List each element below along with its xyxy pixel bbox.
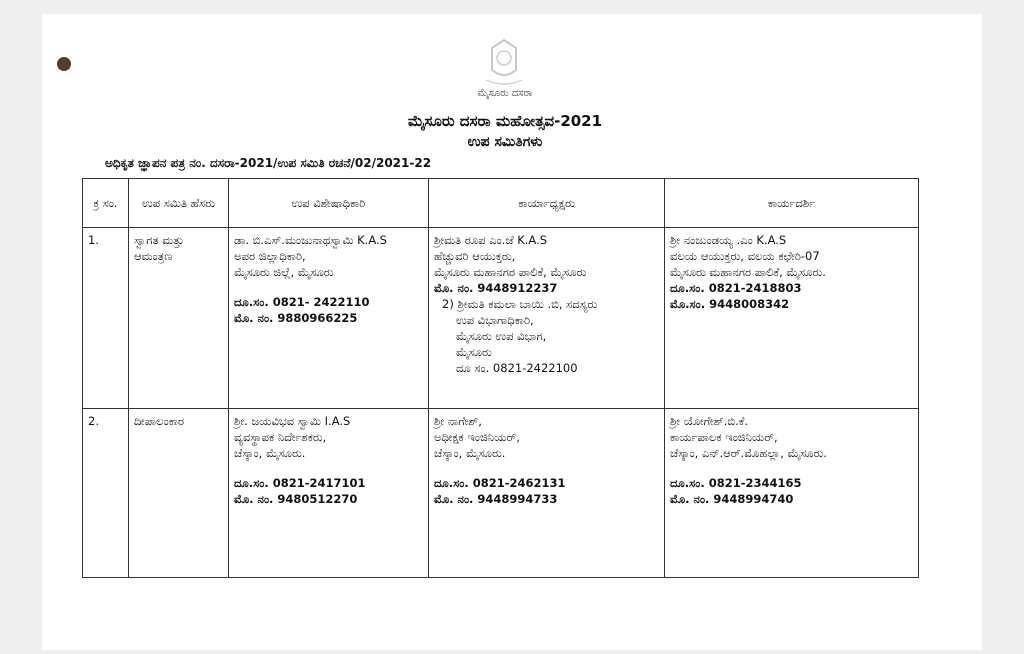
chair-name: ಶ್ರೀಮತಿ ರೂಪ ಎಂ.ಜೆ K.A.S — [434, 233, 548, 247]
page-subtitle: ಉಪ ಸಮಿತಿಗಳು — [467, 134, 543, 150]
secretary-designation: ವಲಯ ಆಯುಕ್ತರು, ವಲಯ ಕಛೇರಿ-07 — [670, 249, 820, 263]
column-header-chair: ಕಾರ್ಯಾಧ್ಯಕ್ಷರು — [429, 179, 665, 228]
secretary-designation: ಕಾರ್ಯಪಾಲಕ ಇಂಜಿನಿಯರ್, — [670, 430, 778, 444]
officer-designation: ಅಪರ ಜಿಲ್ಲಾಧಿಕಾರಿ, — [234, 249, 306, 263]
secretary-location: ಮೈಸೂರು ಮಹಾನಗರ ಪಾಲಿಕೆ, ಮೈಸೂರು. — [670, 265, 826, 279]
officer-name: ಶ್ರೀ. ಜಯವಿಭವ ಸ್ವಾಮಿ I.A.S — [234, 414, 351, 428]
secretary-phone: ದೂ.ಸಂ. 0821-2418803 — [670, 281, 802, 295]
member-name: 2) ಶ್ರೀಮತಿ ಕಮಲಾ ಬಾಯಿ .ಬಿ, ಸದಸ್ಯರು — [442, 297, 598, 311]
punch-hole — [57, 57, 71, 71]
committee-table — [82, 178, 919, 578]
officer-designation: ವ್ಯವಸ್ಥಾಪಕ ನಿರ್ದೇಶಕರು, — [234, 430, 327, 444]
committee-name — [129, 409, 229, 578]
row-number-text: 2. — [88, 414, 99, 428]
chair-location: ಚೆಸ್ಕಾಂ, ಮೈಸೂರು. — [434, 446, 506, 460]
chair-location: ಮೈಸೂರು ಮಹಾನಗರ ಪಾಲಿಕೆ, ಮೈಸೂರು — [434, 265, 587, 279]
page-title: ಮೈಸೂರು ದಸರಾ ಮಹೋತ್ಸವ-2021 — [407, 112, 603, 130]
chair-mobile: ಮೊ. ನಂ. 9448912237 — [434, 281, 558, 295]
column-header-committee: ಉಪ ಸಮಿತಿ ಹೆಸರು — [129, 179, 229, 228]
chair-designation: ಹೆಚ್ಚುವರಿ ಆಯುಕ್ತರು, — [434, 249, 516, 263]
member-phone: ದೂ ಸಂ. 0821-2422100 — [456, 361, 578, 375]
row-number — [83, 409, 129, 578]
secretary-name: ಶ್ರೀ ಯೋಗೇಶ್.ಬಿ.ಕೆ. — [670, 414, 749, 428]
member-location: ಮೈಸೂರು — [456, 345, 492, 359]
secretary-cell — [665, 228, 919, 409]
secretary-mobile: ಮೊ. ನಂ. 9448994740 — [670, 492, 794, 506]
committee-name-line: ಆಮಂತ್ರಣ — [134, 249, 173, 263]
chair-cell — [429, 228, 665, 409]
committee-name — [129, 228, 229, 409]
secretary-phone: ದೂ.ಸಂ. 0821-2344165 — [670, 476, 802, 490]
reference-line: ಅಧಿಕೃತ ಜ್ಞಾಪನ ಪತ್ರ ನಂ. ದಸರಾ-2021/ಉಪ ಸಮಿತಿ ರಚನೆ/02/2021-22 — [105, 156, 432, 170]
chair-cell — [429, 409, 665, 578]
committee-name-line: ಸ್ವಾಗತ ಮತ್ತು — [134, 233, 184, 247]
officer-mobile: ಮೊ. ನಂ. 9480512270 — [234, 492, 358, 506]
officer-phone: ದೂ.ಸಂ. 0821- 2422110 — [234, 295, 370, 309]
table-row — [83, 228, 919, 409]
chair-mobile: ಮೊ. ನಂ. 9448994733 — [434, 492, 558, 506]
officer-location: ಮೈಸೂರು ಜಿಲ್ಲೆ, ಮೈಸೂರು — [234, 265, 334, 279]
member-division: ಮೈಸೂರು ಉಪ ವಿಭಾಗ, — [456, 329, 547, 343]
officer-phone: ದೂ.ಸಂ. 0821-2417101 — [234, 476, 366, 490]
column-header-secretary: ಕಾರ್ಯದರ್ಶಿ — [665, 179, 919, 228]
secretary-cell — [665, 409, 919, 578]
chair-phone: ದೂ.ಸಂ. 0821-2462131 — [434, 476, 566, 490]
officer-mobile: ಮೊ. ನಂ. 9880966225 — [234, 311, 358, 325]
chair-name: ಶ್ರೀ ನಾಗೇಶ್, — [434, 414, 482, 428]
secretary-name: ಶ್ರೀ ನಂಜುಂಡಯ್ಯ .ಎಂ K.A.S — [670, 233, 787, 247]
secretary-mobile: ಮೊ.ಸಂ. 9448008342 — [670, 297, 790, 311]
emblem-caption: ಮೈಸೂರು ದಸರಾ — [477, 88, 533, 99]
officer-location: ಚೆಸ್ಕಾಂ, ಮೈಸೂರು. — [234, 446, 306, 460]
chair-designation: ಅಧೀಕ್ಷಕ ಇಂಜಿನಿಯರ್, — [434, 430, 520, 444]
member-designation: ಉಪ ವಿಭಾಗಾಧಿಕಾರಿ, — [456, 313, 534, 327]
dasara-emblem-icon — [476, 36, 532, 96]
column-header-number: ಕ್ರ ಸಂ. — [83, 179, 129, 228]
row-number-text: 1. — [88, 233, 99, 247]
row-number — [83, 228, 129, 409]
table-header-row — [83, 179, 919, 228]
officer-name: ಡಾ. ಬಿ.ಎಸ್.ಮಂಜುನಾಥಸ್ವಾಮಿ K.A.S — [234, 233, 387, 247]
table-row — [83, 409, 919, 578]
officer-cell — [229, 228, 429, 409]
secretary-location: ಚೆಸ್ಕಾಂ, ಎನ್.ಆರ್.ಮೊಹಲ್ಲಾ, ಮೈಸೂರು. — [670, 446, 827, 460]
officer-cell — [229, 409, 429, 578]
column-header-officer: ಉಪ ವಿಶೇಷಾಧಿಕಾರಿ — [229, 179, 429, 228]
committee-name-line: ದೀಪಾಲಂಕಾರ — [134, 414, 185, 428]
